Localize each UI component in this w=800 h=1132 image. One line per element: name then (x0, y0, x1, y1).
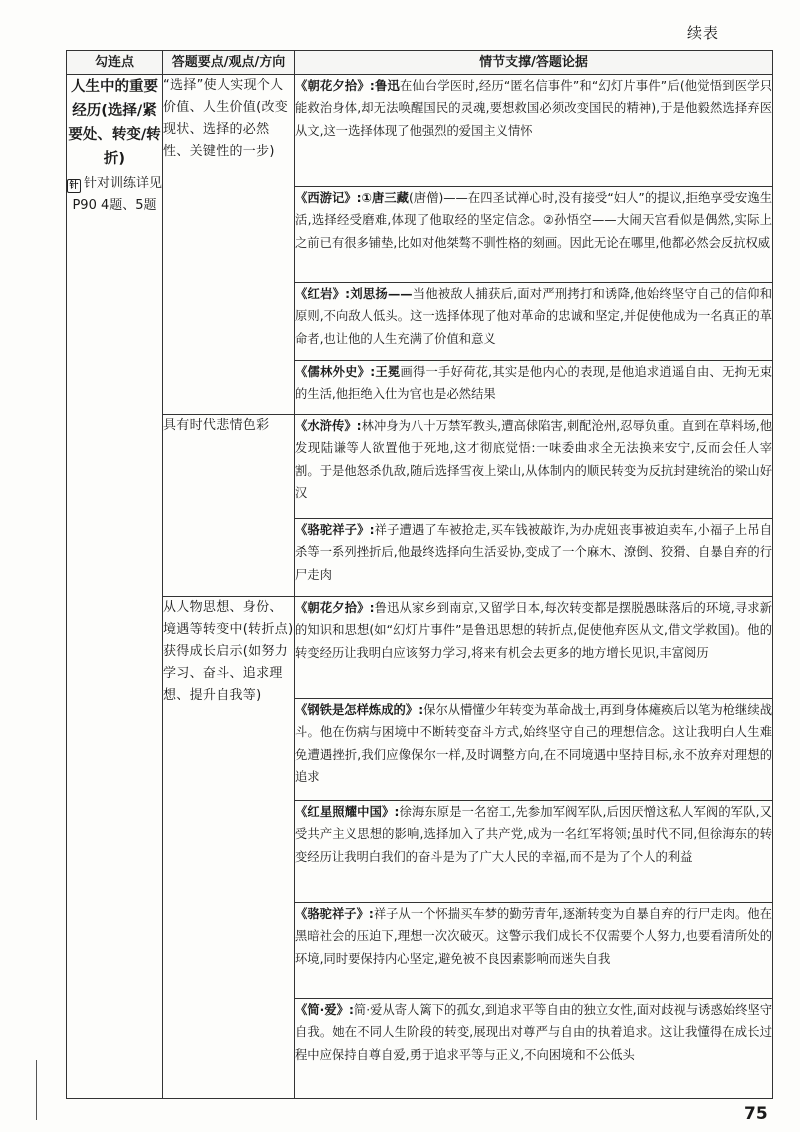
continued-label: 续表 (687, 24, 720, 42)
evidence-cell (295, 283, 773, 361)
evidence-cell (295, 999, 773, 1099)
book-title: 《朝花夕拾》:鲁迅 (295, 79, 400, 93)
table-row (67, 415, 773, 519)
training-note-icon: 针 (67, 179, 81, 193)
book-title: 《朝花夕拾》: (295, 601, 375, 615)
training-note (67, 173, 162, 217)
evidence-text: 徐海东原是一名窑工,先参加军阀军队,后因厌憎这私人军阀的军队,又受共产主义思想的影响,选择加入了共产党,成为一名红军将领;虽时代不同,但徐海东的转变经历让我明白我们的奋斗是为了广大人民的幸福,而不是为了个人的利益 (295, 805, 772, 864)
evidence-text: 画得一手好荷花,其实是他内心的表现,是他追求逍遥自由、无拘无束的生活,他拒绝入仕为官也是必然结果 (295, 365, 772, 402)
page-number: 75 (744, 1104, 768, 1124)
link-point-title: 人生中的重要经历(选择/紧要处、转变/转折) (68, 79, 161, 167)
evidence-cell (295, 903, 773, 999)
evidence-cell (295, 75, 773, 187)
answer-point-cell: 具有时代悲情色彩 (163, 415, 295, 597)
table-row (67, 75, 773, 187)
evidence-text: (唐僧)——在四圣试禅心时,没有接受“妇人”的提议,拒绝享受安逸生活,选择经受磨难,体现了他取经的坚定信念。②孙悟空——大闹天宫看似是偶然,实际上之前已有很多铺垫,比如对他桀骜不驯性格的刻画。因此无论在哪里,他都必然会反抗权威 (295, 191, 772, 250)
training-note-text: 针对训练详见P90 4题、5题 (72, 176, 163, 213)
evidence-text: 在仙台学医时,经历“匿名信事件”和“幻灯片事件”后(他觉悟到医学只能救治身体,却无法唤醒国民的灵魂,要想救国必须改变国民的精神),于是他毅然选择弃医从文,这一选择体现了他强烈的爱国主义情怀 (295, 79, 772, 138)
book-title: 《钢铁是怎样炼成的》: (295, 703, 424, 717)
evidence-text: 当他被敌人捕获后,面对严刑拷打和诱降,他始终坚守自己的信仰和原则,不向敌人低头。这一选择体现了他对革命的忠诚和坚定,并促使他成为一名真正的革命者,也让他的人生充满了价值和意义 (295, 287, 772, 346)
evidence-cell (295, 361, 773, 415)
evidence-text: 林冲身为八十万禁军教头,遭高俅陷害,刺配沧州,忍辱负重。直到在草料场,他发现陆谦等人欲置他于死地,这才彻底觉悟:一味委曲求全无法换来安宁,反而会任人宰割。于是他怒杀仇敌,随后选择雪夜上梁山,从体制内的顺民转变为反抗封建统治的梁山好汉 (295, 419, 773, 500)
book-title: 《水浒传》: (295, 419, 362, 433)
book-title: 《骆驼祥子》: (295, 523, 375, 537)
link-point-cell (67, 75, 163, 1099)
content-table (66, 50, 773, 1099)
evidence-cell (295, 415, 773, 519)
header-evidence: 情节支撑/答题论据 (295, 51, 773, 75)
evidence-text: 鲁迅从家乡到南京,又留学日本,每次转变都是摆脱愚昧落后的环境,寻求新的知识和思想(如“幻灯片事件”是鲁迅思想的转折点,促使他弃医从文,借文学救国)。他的转变经历让我明白应该努力学习,将来有机会去更多的地方增长见识,丰富阅历 (295, 601, 773, 660)
answer-point-cell: “选择”使人实现个人价值、人生价值(改变现状、选择的必然性、关键性的一步) (163, 75, 295, 415)
evidence-cell (295, 699, 773, 801)
evidence-cell (295, 519, 773, 597)
evidence-cell (295, 597, 773, 699)
book-title: 《简·爱》: (295, 1003, 354, 1017)
book-title: 《西游记》:①唐三藏 (295, 191, 409, 205)
table-header-row (67, 51, 773, 75)
evidence-cell (295, 187, 773, 283)
header-link-point: 勾连点 (67, 51, 163, 75)
book-title: 《红岩》:刘思扬—— (295, 287, 413, 301)
evidence-cell (295, 801, 773, 903)
book-title: 《红星照耀中国》: (295, 805, 400, 819)
evidence-text: 简·爱从寄人篱下的孤女,到追求平等自由的独立女性,面对歧视与诱惑始终坚守自我。她在不同人生阶段的转变,展现出对尊严与自由的执着追求。这让我懂得在成长过程中应保持自尊自爱,勇于追求平等与正义,不向困境和不公低头 (295, 1003, 773, 1062)
evidence-text: 祥子从一个怀揣买车梦的勤劳青年,逐渐转变为自暴自弃的行尸走肉。他在黑暗社会的压迫下,理想一次次破灭。这警示我们成长不仅需要个人努力,也要看清所处的环境,同时要保持内心坚定,避免被不良因素影响而迷失自我 (295, 907, 772, 966)
answer-point-cell: 从人物思想、身份、境遇等转变中(转折点)获得成长启示(如努力学习、奋斗、追求理想、提升自我等) (163, 597, 295, 1099)
book-title: 《骆驼祥子》: (295, 907, 374, 921)
header-answer-points: 答题要点/观点/方向 (163, 51, 295, 75)
evidence-text: 保尔从懵懂少年转变为革命战士,再到身体瘫痪后以笔为枪继续战斗。他在伤病与困境中不断转变奋斗方式,始终坚守自己的理想信念。这让我明白人生难免遭遇挫折,我们应像保尔一样,及时调整方向,在不同境遇中坚持目标,永不放弃对理想的追求 (295, 703, 772, 784)
page-edge-line (36, 1060, 37, 1120)
book-title: 《儒林外史》:王冕 (295, 365, 401, 379)
evidence-text: 祥子遭遇了车被抢走,买车钱被敲诈,为办虎妞丧事被迫卖车,小福子上吊自杀等一系列挫折后,他最终选择向生活妥协,变成了一个麻木、潦倒、狡猾、自暴自弃的行尸走肉 (295, 523, 773, 582)
table-row (67, 597, 773, 699)
